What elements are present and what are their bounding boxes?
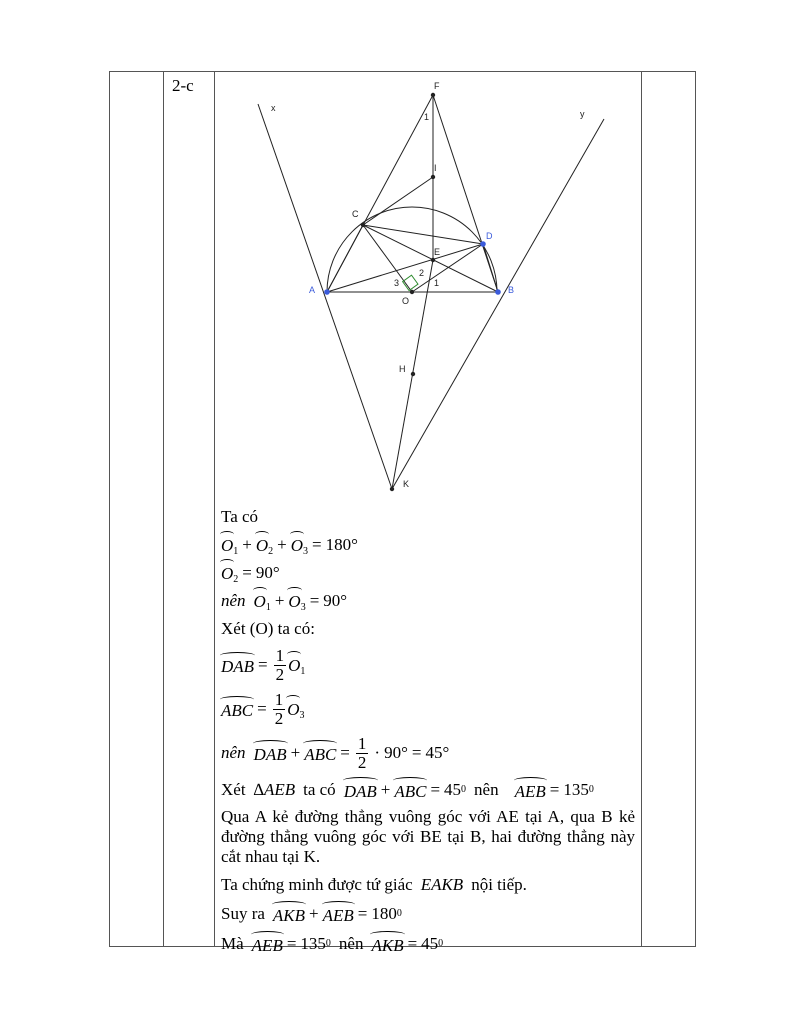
line-xet-o: Xét (O) ta có:: [221, 618, 315, 638]
segment-CA: [327, 225, 363, 292]
point-E: [431, 258, 435, 262]
line-xet-aeb: Xét ∆AEB ta có DAB + ABC = 45 0 nên AEB = 135 0: [221, 779, 594, 801]
label-K: K: [403, 479, 410, 489]
label-angle-O3: 3: [394, 278, 400, 288]
segment-CD: [363, 225, 483, 244]
point-O: [410, 290, 414, 294]
label-F: F: [434, 81, 440, 91]
equation-sum-45: nên DAB + ABC = $\frac{1}{2}$ · 90° = 45°: [221, 733, 450, 772]
equation-o2-90: $O_2$ = 90°: [221, 559, 635, 587]
line-x: [258, 104, 392, 489]
segment-CO: [363, 225, 412, 292]
label-y: y: [580, 109, 585, 119]
segment-CI: [363, 177, 433, 225]
point-C: [361, 223, 365, 227]
table-divider-2: [214, 71, 215, 947]
label-B: B: [508, 285, 515, 295]
label-angle-O2: 2: [419, 268, 425, 278]
table-divider-1: [163, 71, 164, 947]
line-y: [392, 119, 604, 489]
point-B: [495, 289, 501, 295]
segment-CB: [363, 225, 498, 292]
line-suy-ra: Suy ra AKB + AEB = 180 0: [221, 903, 402, 925]
label-angle-O1: 1: [434, 278, 440, 288]
label-O: O: [402, 296, 410, 306]
label-C: C: [352, 209, 359, 219]
label-x: x: [271, 103, 276, 113]
point-A: [324, 289, 330, 295]
equation-dab: DAB = $\frac{1}{2}$ $O_1$: [221, 645, 306, 684]
label-angle-F1: 1: [424, 112, 430, 122]
point-K: [390, 487, 394, 491]
equation-o1-o3-90: nên $O_1$ + $O_3$ = 90°: [221, 587, 635, 615]
line-ma: Mà AEB = 135 0 nên AKB = 45 0: [221, 933, 444, 955]
point-F: [431, 93, 435, 97]
cell-label: 2-c: [172, 76, 194, 95]
point-I: [431, 175, 435, 179]
label-D: D: [486, 231, 493, 241]
label-E: E: [434, 247, 441, 257]
line-tu-giac: Ta chứng minh được tứ giác EAKB nội tiếp.: [221, 874, 527, 894]
equation-abc: ABC = $\frac{1}{2}$ $O_3$: [221, 689, 305, 728]
solution-text: [221, 503, 635, 959]
point-H: [411, 372, 415, 376]
label-I: I: [434, 163, 437, 173]
label-A: A: [309, 285, 316, 295]
paragraph-construct-k: Qua A kẻ đường thẳng vuông góc với AE tại A, qua B kẻ đường thẳng vuông góc với BE tại B, hai đường thẳng này cắt nhau tại K.: [221, 807, 635, 867]
point-D: [480, 241, 486, 247]
table-divider-3: [641, 71, 642, 947]
segment-DB: [483, 244, 498, 292]
geometry-figure: [218, 72, 638, 497]
line-ta-co: Ta có: [221, 506, 259, 526]
equation-sum-180: $O_1$ + $O_2$ + $O_3$ = 180°: [221, 531, 635, 559]
label-H: H: [399, 364, 406, 374]
